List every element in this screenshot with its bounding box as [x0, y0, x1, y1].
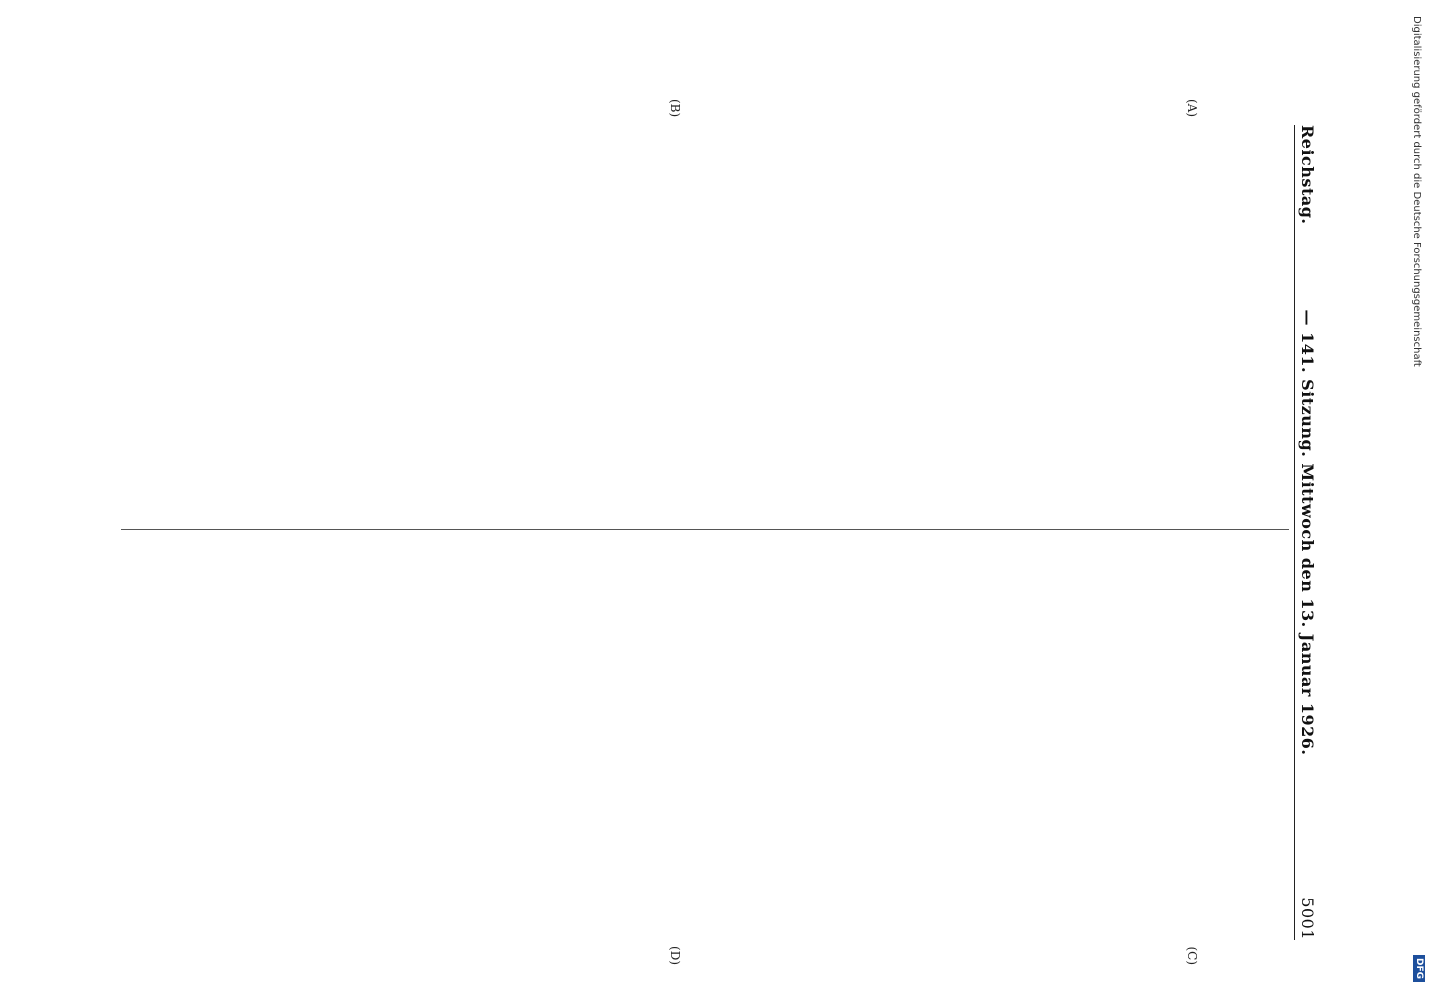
marker-d: (D) [668, 946, 682, 965]
page [97, 95, 1319, 965]
digitization-credit [1396, 8, 1432, 988]
scanned-page-area [97, 95, 1319, 965]
marker-a: (A) [1185, 99, 1199, 118]
header-left: Reichstag. [1298, 125, 1317, 225]
header-center: — 141. Sitzung. [1298, 309, 1317, 458]
running-head [1294, 125, 1317, 940]
dfg-logo: DFG [1413, 955, 1425, 982]
credit-text: Digitalisierung gefördert durch die Deutsche Forschungsgemeinschaft [1411, 16, 1422, 367]
marker-b: (B) [668, 99, 682, 118]
page-number: 5001 [1298, 897, 1317, 940]
header-date: Mittwoch den 13. Januar 1926. [1298, 463, 1317, 756]
marker-c: (C) [1185, 946, 1199, 965]
column-rule [121, 529, 1289, 530]
